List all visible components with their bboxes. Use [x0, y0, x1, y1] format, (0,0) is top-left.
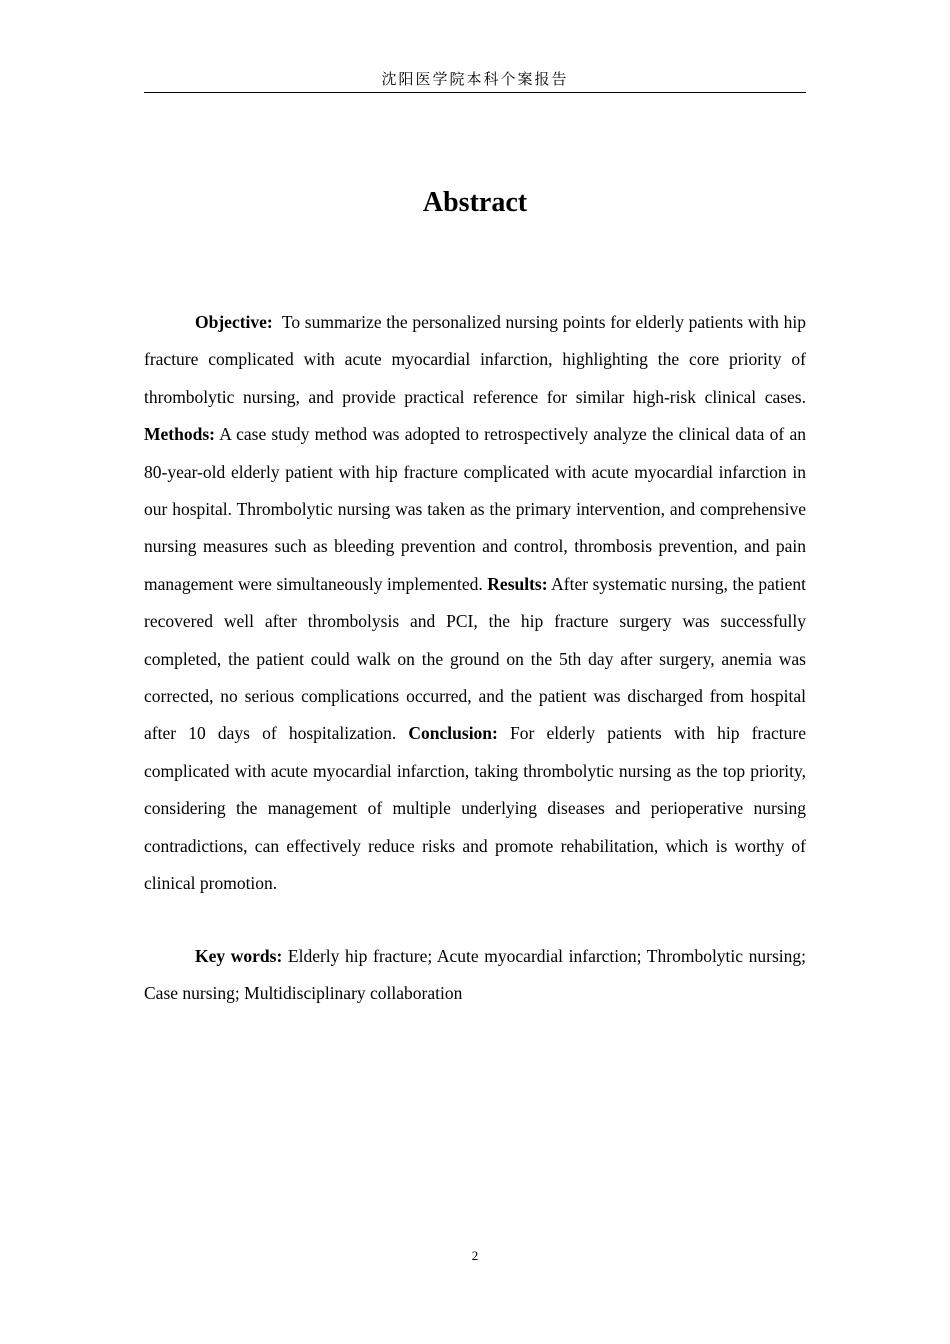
header-title: 沈阳医学院本科个案报告 [381, 70, 569, 88]
results-text: After systematic nursing, the patient recovered well after thrombolysis and PCI, the hip fracture surgery was successfully completed, the patient could walk on the ground on the 5th day after surgery, anemia was corrected, no serious complications occurred, and the patient was discharged from hospital after 10 days of hospitalization. [144, 573, 806, 744]
objective-label: Objective: [195, 312, 273, 332]
keywords-paragraph [144, 938, 806, 1013]
page-header [144, 68, 806, 93]
methods-label: Methods: [144, 424, 215, 445]
abstract-paragraph [144, 304, 806, 903]
keywords-label: Key words: [195, 946, 283, 966]
conclusion-label: Conclusion: [408, 723, 498, 744]
abstract-title: Abstract [422, 187, 528, 218]
objective-text: To summarize the personalized nursing points for elderly patients with hip fracture complicated with acute myocardial infarction, highlighting the core priority of thrombolytic nursing, and provide practical reference for similar high-risk clinical cases. [144, 312, 806, 407]
keywords-text: Elderly hip fracture; Acute myocardial infarction; Thrombolytic nursing; Case nursing; Multidisciplinary collaboration [144, 946, 807, 1004]
methods-text: A case study method was adopted to retrospectively analyze the clinical data of an 80-year-old elderly patient with hip fracture complicated with acute myocardial infarction in our hospital. Thrombolytic nursing was taken as the primary intervention, and comprehensive nursing measures such as bleeding prevention and control, thrombosis prevention, and pain management were simultaneously implemented. [144, 424, 806, 594]
conclusion-text: For elderly patients with hip fracture complicated with acute myocardial infarction, taking thrombolytic nursing as the top priority, considering the management of multiple underlying diseases and perioperative nursing contradictions, can effectively reduce risks and promote rehabilitation, which is worthy of clinical promotion. [144, 723, 807, 894]
results-label: Results: [487, 573, 548, 594]
page-number: 2 [471, 1248, 479, 1263]
